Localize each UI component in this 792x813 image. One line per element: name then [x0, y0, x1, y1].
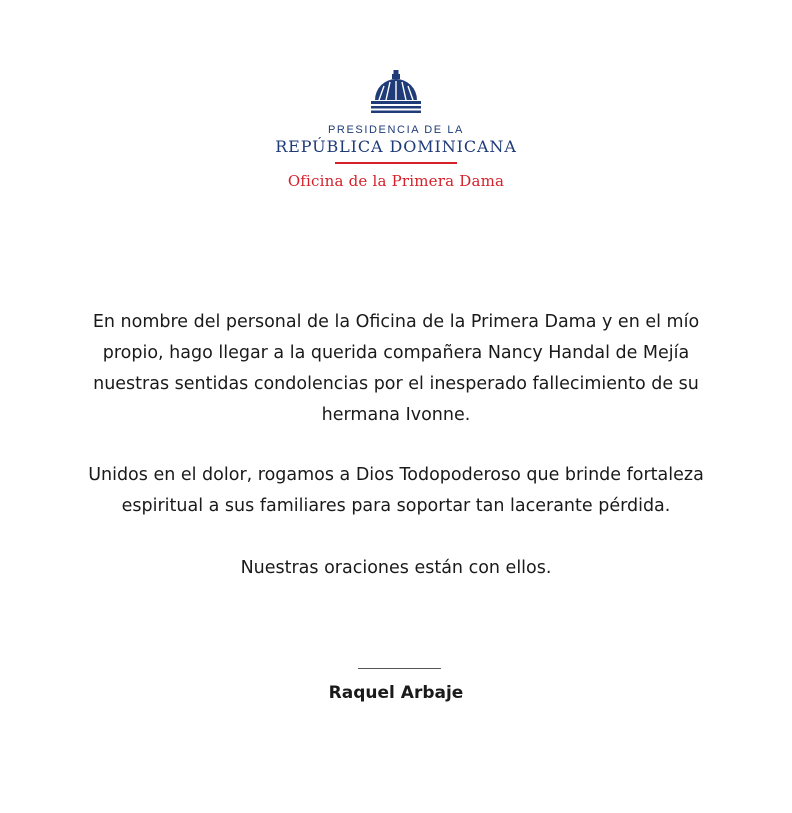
- letter-paragraph-1: [0, 307, 792, 431]
- letter-body: [0, 307, 792, 584]
- org-name-line1: PRESIDENCIA DE LA: [327, 124, 464, 136]
- letter-line: espiritual a sus familiares para soportar tan lacerante pérdida.: [121, 496, 671, 516]
- header-logo: [0, 70, 792, 190]
- header-divider: [335, 162, 457, 164]
- letter-line: Unidos en el dolor, rogamos a Dios Todopoderoso que brinde fortaleza: [88, 465, 704, 485]
- letter-line: propio, hago llegar a la querida compañera Nancy Handal de Mejía: [102, 343, 690, 363]
- letter-line: hermana Ivonne.: [321, 405, 471, 425]
- letter-line: En nombre del personal de la Oficina de la Primera Dama y en el mío: [92, 312, 700, 332]
- dome-icon: [368, 70, 424, 114]
- signature-name: Raquel Arbaje: [328, 683, 464, 703]
- signature-line: [358, 668, 441, 669]
- letter-line: nuestras sentidas condolencias por el inesperado fallecimiento de su: [93, 374, 699, 394]
- letter-paragraph-3: Nuestras oraciones están con ellos.: [240, 558, 552, 578]
- letter-paragraph-2: [0, 460, 792, 522]
- office-name: Oficina de la Primera Dama: [287, 172, 505, 190]
- org-name-line2: REPÚBLICA DOMINICANA: [275, 137, 517, 156]
